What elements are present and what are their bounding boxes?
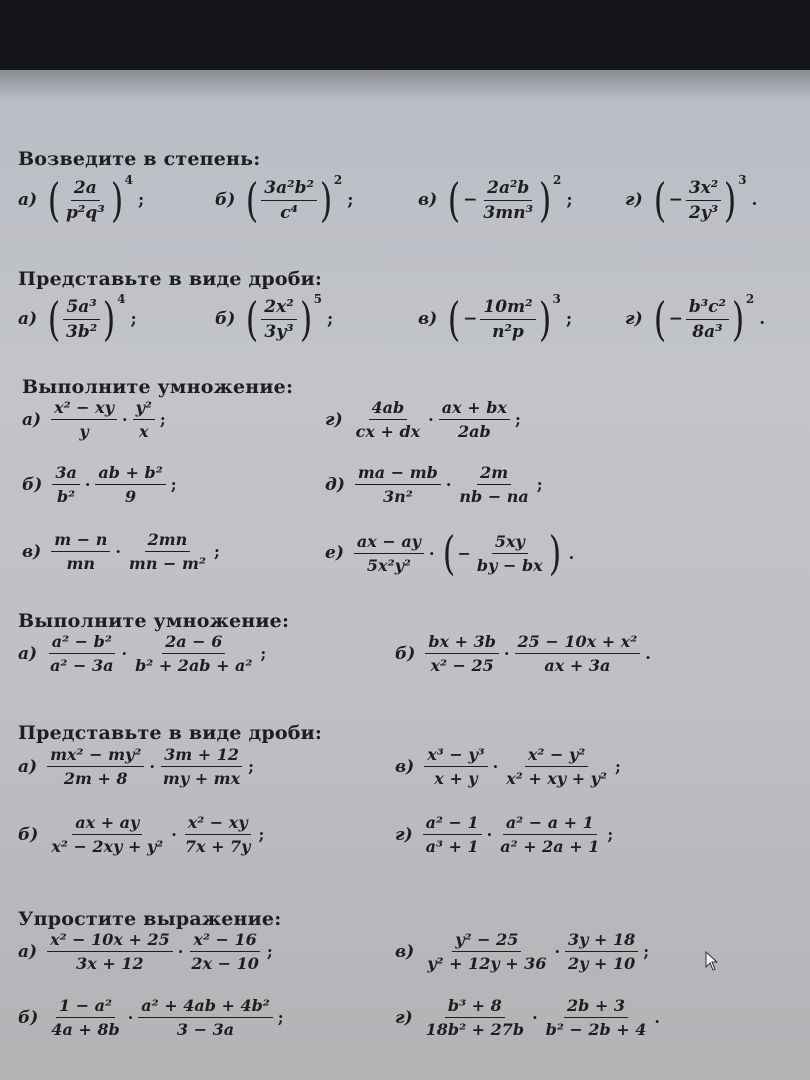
denominator: 3b²: [66, 321, 98, 342]
numerator: 2mn: [145, 530, 191, 552]
right-paren: ): [538, 173, 552, 227]
product-expression: [22, 530, 220, 573]
numerator: 3y + 18: [565, 930, 638, 952]
item-label: а): [18, 756, 38, 777]
product-item: [395, 813, 613, 856]
fraction: [52, 463, 80, 506]
numerator: 4ab: [369, 398, 408, 420]
fraction: [132, 632, 255, 675]
item-label: е): [325, 543, 344, 563]
item-label: б): [18, 824, 39, 845]
fraction: [133, 398, 155, 441]
item-label: б): [22, 474, 43, 495]
fraction: [261, 297, 296, 342]
punctuation: ;: [258, 825, 265, 844]
punctuation: ;: [565, 309, 573, 329]
denominator: ax + 3a: [544, 656, 611, 675]
punctuation: ;: [213, 542, 220, 561]
numerator: m − n: [51, 530, 110, 552]
multiply-sign: ·: [503, 644, 510, 663]
fraction: [686, 178, 721, 223]
denominator: by − bx: [476, 555, 543, 575]
fraction: [355, 463, 441, 506]
numerator: x² − xy: [51, 398, 117, 420]
left-paren: (: [653, 173, 666, 227]
fraction: [63, 297, 100, 342]
numerator: mx² − my²: [47, 745, 144, 767]
denominator: mn − m²: [128, 554, 206, 573]
right-paren: ): [319, 173, 333, 227]
denominator: p²q³: [66, 202, 105, 223]
item-label: б): [18, 1007, 39, 1028]
product-expression: [395, 813, 613, 856]
power-expression: [625, 173, 758, 227]
power-item: [215, 292, 334, 346]
product-item: [325, 398, 521, 441]
numerator: ab + b²: [95, 463, 165, 485]
product-item: [18, 813, 264, 856]
punctuation: ;: [566, 190, 573, 210]
denominator: 2y³: [688, 202, 719, 223]
multiply-sign: ·: [177, 942, 184, 961]
product-expression: [22, 398, 166, 441]
denominator: x² − 2xy + y²: [51, 837, 164, 856]
multiply-sign: ·: [149, 757, 155, 776]
denominator: 2y + 10: [568, 954, 636, 973]
product-item: [18, 930, 273, 973]
left-paren: (: [447, 292, 461, 346]
fraction: [480, 297, 535, 342]
minus-sign: −: [457, 543, 471, 563]
power-expression: [418, 292, 573, 346]
power-expression: [625, 292, 766, 346]
product-item: [18, 996, 284, 1039]
item-label: а): [18, 309, 38, 329]
denominator: 9: [124, 487, 137, 506]
punctuation: ;: [614, 757, 621, 776]
numerator: 5a³: [63, 297, 99, 320]
product-expression: [325, 398, 521, 441]
fraction: [543, 996, 650, 1039]
product-item: [395, 632, 651, 675]
denominator: y² + 12y + 36: [427, 954, 547, 973]
punctuation: ;: [138, 190, 145, 210]
minus-sign: −: [668, 309, 683, 329]
left-paren: (: [442, 526, 455, 580]
power-item: [418, 173, 573, 227]
product-expression: [18, 930, 273, 973]
numerator: ma − mb: [355, 463, 441, 485]
item-label: а): [18, 941, 38, 962]
numerator: 2a²b: [484, 178, 532, 201]
punctuation: ;: [347, 190, 354, 210]
numerator: x³ − y³: [424, 745, 487, 767]
fraction: [47, 632, 116, 675]
numerator: 3x²: [686, 178, 721, 201]
product-item: [395, 745, 621, 788]
numerator: x² − 16: [190, 930, 259, 952]
section-heading: Выполните умножение:: [22, 376, 294, 398]
fraction: [51, 530, 110, 573]
fraction: [423, 813, 482, 856]
item-label: в): [418, 190, 438, 210]
fraction: [63, 178, 108, 223]
denominator: b² + 2ab + a²: [135, 656, 253, 675]
fraction: [126, 530, 209, 573]
product-item: [395, 996, 660, 1039]
product-expression: [18, 632, 266, 675]
fraction: [497, 813, 602, 856]
item-label: в): [418, 309, 438, 329]
power-item: [18, 292, 137, 346]
fraction: [515, 632, 641, 675]
denominator: y: [79, 422, 89, 441]
punctuation: .: [568, 543, 575, 563]
minus-sign: −: [668, 190, 683, 210]
fraction: [456, 463, 531, 506]
product-item: [22, 463, 177, 506]
product-expression: [325, 463, 543, 506]
fraction: [182, 813, 254, 856]
product-item: [325, 526, 575, 580]
denominator: n²p: [492, 321, 524, 342]
denominator: my + mx: [162, 769, 241, 788]
fraction: [138, 996, 272, 1039]
power-item: [418, 292, 573, 346]
numerator: x² − 10x + 25: [47, 930, 173, 952]
denominator: 7x + 7y: [184, 837, 251, 856]
denominator: 3 − 3a: [176, 1020, 235, 1039]
item-label: в): [395, 756, 415, 777]
mouse-pointer-icon: [705, 951, 719, 971]
product-expression: [395, 930, 649, 973]
numerator: 3m + 12: [161, 745, 242, 767]
minus-sign: −: [463, 190, 478, 210]
punctuation: ;: [260, 644, 267, 663]
punctuation: ;: [514, 410, 521, 429]
fraction: [565, 930, 638, 973]
product-expression: [325, 526, 575, 580]
punctuation: ;: [266, 942, 273, 961]
denominator: a³ + 1: [425, 837, 479, 856]
fraction: [95, 463, 165, 506]
right-paren: ): [110, 173, 123, 227]
fraction: [474, 532, 546, 575]
numerator: 2b + 3: [564, 996, 628, 1018]
punctuation: .: [645, 644, 651, 663]
fraction: [48, 813, 166, 856]
multiply-sign: ·: [122, 410, 128, 429]
denominator: c⁴: [280, 202, 298, 223]
numerator: a² + 4ab + 4b²: [138, 996, 272, 1018]
denominator: 2m + 8: [63, 769, 128, 788]
item-label: б): [395, 643, 416, 664]
left-paren: (: [47, 292, 61, 346]
section-heading: Представьте в виде дроби:: [18, 722, 323, 744]
item-label: а): [22, 409, 42, 430]
exponent: 3: [552, 292, 561, 306]
fraction: [423, 996, 527, 1039]
punctuation: ;: [170, 475, 177, 494]
numerator: 10m²: [480, 297, 535, 320]
left-paren: (: [246, 173, 259, 227]
power-item: [625, 292, 766, 346]
multiply-sign: ·: [492, 757, 499, 776]
fraction: [480, 178, 536, 223]
item-label: б): [215, 309, 236, 329]
left-paren: (: [246, 292, 259, 346]
product-expression: [395, 996, 660, 1039]
numerator: a² − b²: [49, 632, 115, 654]
item-label: г): [395, 824, 413, 845]
numerator: x² − y²: [525, 745, 588, 767]
exponent: 3: [738, 173, 747, 187]
product-item: [18, 745, 254, 788]
denominator: x: [138, 422, 149, 441]
exponent: 2: [333, 173, 343, 187]
punctuation: ;: [643, 942, 650, 961]
minus-sign: −: [463, 309, 478, 329]
numerator: 3a²b²: [261, 178, 317, 201]
denominator: 8a³: [692, 321, 723, 342]
section-heading: Представьте в виде дроби:: [18, 268, 323, 290]
power-expression: [215, 292, 334, 346]
numerator: a² − 1: [423, 813, 482, 835]
numerator: b³ + 8: [445, 996, 505, 1018]
denominator: 3mn³: [483, 202, 534, 223]
denominator: 3y³: [264, 321, 294, 342]
numerator: 2a − 6: [162, 632, 225, 654]
denominator: 18b² + 27b: [425, 1020, 525, 1039]
punctuation: ;: [277, 1008, 284, 1027]
punctuation: ;: [607, 825, 614, 844]
fraction: [188, 930, 261, 973]
multiply-sign: ·: [127, 1008, 134, 1027]
item-label: г): [625, 309, 643, 329]
multiply-sign: ·: [486, 825, 493, 844]
product-item: [22, 398, 166, 441]
multiply-sign: ·: [428, 410, 434, 429]
numerator: ax + ay: [72, 813, 142, 835]
power-item: [18, 173, 145, 227]
item-label: г): [325, 409, 343, 430]
denominator: nb − na: [459, 487, 529, 506]
right-paren: ): [731, 292, 745, 346]
item-label: в): [22, 541, 42, 562]
product-expression: [18, 996, 284, 1039]
punctuation: ;: [248, 757, 255, 776]
multiply-sign: ·: [532, 1008, 538, 1027]
punctuation: .: [751, 190, 758, 210]
multiply-sign: ·: [445, 475, 452, 494]
numerator: ax + bx: [439, 398, 510, 420]
punctuation: ;: [159, 410, 166, 429]
denominator: cx + dx: [355, 422, 421, 441]
fraction: [425, 632, 499, 675]
numerator: b³c²: [686, 297, 729, 320]
exponent: 5: [313, 292, 323, 306]
denominator: 2ab: [458, 422, 491, 441]
section-heading: Выполните умножение:: [18, 610, 290, 632]
left-paren: (: [447, 173, 461, 227]
item-label: а): [18, 190, 38, 210]
denominator: b² − 2b + 4: [545, 1020, 647, 1039]
numerator: 2a: [71, 178, 100, 201]
punctuation: .: [759, 309, 766, 329]
item-label: б): [215, 190, 236, 210]
numerator: 1 − a²: [56, 996, 115, 1018]
product-item: [18, 632, 266, 675]
fraction: [439, 398, 510, 441]
punctuation: ;: [327, 309, 334, 329]
right-paren: ): [723, 173, 737, 227]
power-expression: [18, 292, 137, 346]
numerator: 5xy: [492, 532, 528, 554]
fraction: [424, 745, 487, 788]
item-label: а): [18, 643, 38, 664]
numerator: y²: [133, 398, 155, 420]
numerator: bx + 3b: [425, 632, 499, 654]
product-expression: [395, 632, 651, 675]
fraction: [160, 745, 243, 788]
product-item: [325, 463, 543, 506]
section-heading: Упростите выражение:: [18, 908, 282, 930]
left-paren: (: [47, 173, 61, 227]
item-label: в): [395, 941, 415, 962]
numerator: 2x²: [261, 297, 296, 320]
numerator: a² − a + 1: [503, 813, 597, 835]
right-paren: ): [299, 292, 312, 346]
right-paren: ): [102, 292, 116, 346]
fraction: [354, 532, 424, 575]
item-label: г): [395, 1007, 413, 1028]
denominator: 2x − 10: [191, 954, 259, 973]
product-expression: [395, 745, 621, 788]
section-heading: Возведите в степень:: [18, 148, 261, 170]
denominator: x² − 25: [430, 656, 494, 675]
product-item: [22, 530, 220, 573]
power-expression: [215, 173, 354, 227]
multiply-sign: ·: [84, 475, 91, 494]
multiply-sign: ·: [121, 644, 128, 663]
denominator: 5x²y²: [366, 555, 411, 575]
product-expression: [22, 463, 177, 506]
fraction: [424, 930, 549, 973]
fraction: [686, 297, 729, 342]
power-expression: [18, 173, 145, 227]
product-expression: [18, 745, 254, 788]
denominator: x² + xy + y²: [506, 769, 607, 788]
power-item: [215, 173, 354, 227]
multiply-sign: ·: [115, 542, 121, 561]
denominator: mn: [66, 554, 96, 573]
product-expression: [18, 813, 264, 856]
fraction: [48, 996, 122, 1039]
punctuation: ;: [536, 475, 543, 494]
fraction: [353, 398, 424, 441]
multiply-sign: ·: [554, 942, 561, 961]
numerator: 2m: [477, 463, 511, 485]
textbook-page: [0, 70, 810, 1080]
numerator: 25 − 10x + x²: [515, 632, 641, 654]
denominator: x + y: [434, 769, 478, 788]
fraction: [47, 745, 144, 788]
fraction: [47, 930, 173, 973]
punctuation: .: [654, 1008, 660, 1027]
power-expression: [418, 173, 573, 227]
multiply-sign: ·: [428, 543, 435, 563]
right-paren: ): [538, 292, 551, 346]
denominator: a² − 3a: [50, 656, 114, 675]
item-label: д): [325, 474, 345, 495]
product-item: [395, 930, 649, 973]
punctuation: ;: [130, 309, 137, 329]
fraction: [503, 745, 610, 788]
denominator: b²: [56, 487, 76, 506]
left-paren: (: [653, 292, 666, 346]
right-paren: ): [548, 526, 561, 580]
power-item: [625, 173, 758, 227]
numerator: ax − ay: [354, 532, 424, 554]
numerator: x² − xy: [185, 813, 251, 835]
denominator: 3n²: [382, 487, 413, 506]
numerator: y² − 25: [452, 930, 521, 952]
item-label: г): [625, 190, 643, 210]
exponent: 4: [124, 173, 133, 187]
exponent: 2: [745, 292, 755, 306]
denominator: 4a + 8b: [51, 1020, 120, 1039]
exponent: 2: [553, 173, 562, 187]
denominator: a² + 2a + 1: [500, 837, 600, 856]
exponent: 4: [117, 292, 126, 306]
fraction: [261, 178, 317, 223]
numerator: 3a: [52, 463, 80, 485]
multiply-sign: ·: [171, 825, 177, 844]
fraction: [51, 398, 117, 441]
denominator: 3x + 12: [76, 954, 144, 973]
